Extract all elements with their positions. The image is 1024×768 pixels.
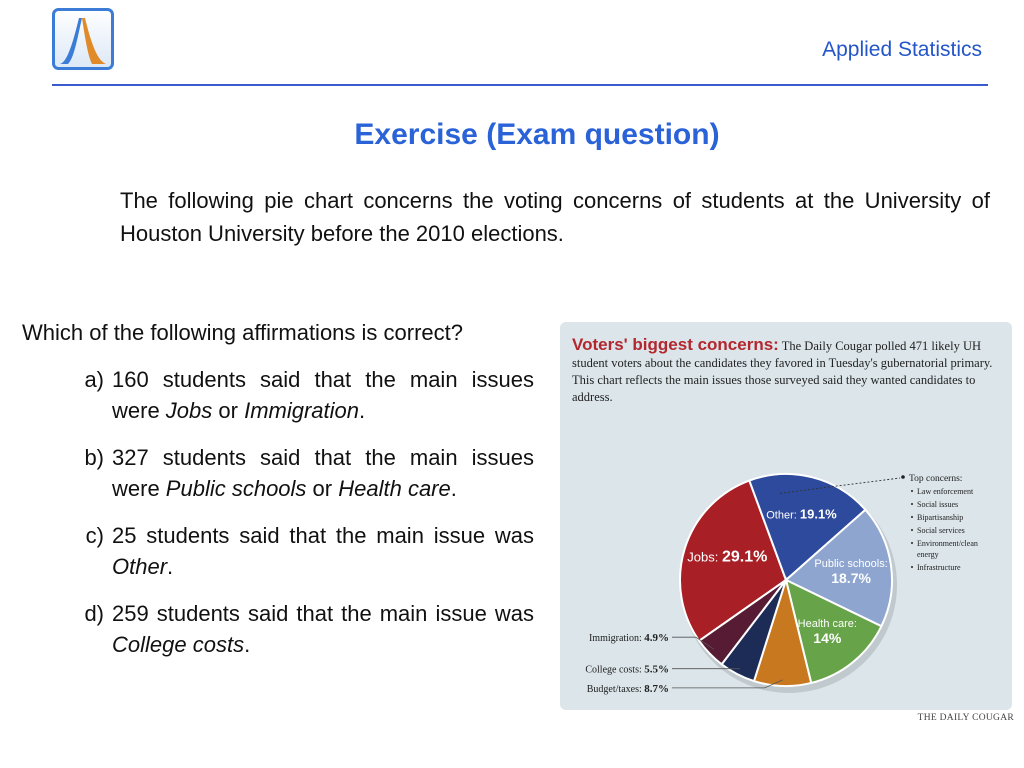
top-concerns-item: Environment/clean bbox=[917, 539, 978, 548]
option-letter: a) bbox=[84, 367, 104, 392]
top-concerns-item: Social services bbox=[917, 526, 965, 535]
bullet-icon bbox=[911, 542, 913, 544]
bullet-icon bbox=[911, 516, 913, 518]
bullet-icon bbox=[911, 490, 913, 492]
bullet-icon bbox=[911, 529, 913, 531]
top-concerns-item: Infrastructure bbox=[917, 563, 961, 572]
bullet-icon bbox=[911, 566, 913, 568]
option-text: 327 students said that the main issues were Public schools or Health care. bbox=[112, 445, 534, 501]
pie-chart-panel bbox=[560, 322, 1012, 710]
option-letter: b) bbox=[84, 445, 104, 470]
option-text: 259 students said that the main issue was College costs. bbox=[112, 601, 534, 657]
option-c bbox=[22, 520, 534, 582]
option-text: 25 students said that the main issue was Other. bbox=[112, 523, 534, 579]
chart-credit: THE DAILY COUGAR bbox=[917, 713, 1014, 723]
course-logo bbox=[52, 8, 114, 70]
label-other: Other: 19.1% bbox=[766, 506, 837, 522]
slide-title: Exercise (Exam question) bbox=[354, 118, 720, 151]
chart-title: Voters' biggest concerns: bbox=[572, 335, 779, 354]
label-college-costs: College costs: 5.5% bbox=[585, 663, 669, 676]
label-jobs: Jobs: 29.1% bbox=[687, 548, 768, 566]
bullet-icon bbox=[911, 503, 913, 505]
top-concerns-item: Law enforcement bbox=[917, 487, 974, 496]
option-list bbox=[22, 364, 534, 660]
pie-chart bbox=[560, 322, 1012, 710]
option-b bbox=[22, 442, 534, 504]
label-health-care: Health care: 14% bbox=[797, 618, 857, 647]
label-budget-taxes: Budget/taxes: 8.7% bbox=[586, 682, 669, 695]
top-concerns-dot bbox=[901, 475, 905, 479]
option-letter: c) bbox=[85, 523, 104, 548]
top-concerns-item: Bipartisanship bbox=[917, 513, 964, 522]
top-concerns-title: Top concerns: bbox=[909, 474, 963, 484]
option-letter: d) bbox=[84, 601, 104, 626]
label-immigration: Immigration: 4.9% bbox=[588, 632, 669, 645]
option-a bbox=[22, 364, 534, 426]
question-block bbox=[22, 318, 534, 676]
question-stem: Which of the following affirmations is correct? bbox=[22, 320, 463, 345]
header-divider bbox=[52, 84, 988, 86]
top-concerns-item: energy bbox=[917, 550, 939, 559]
intro-paragraph: The following pie chart concerns the voting concerns of students at the University of Houston University before the 2010 elections. bbox=[120, 188, 990, 246]
option-d bbox=[22, 598, 534, 660]
top-concerns-item: Social issues bbox=[917, 500, 959, 509]
label-public-schools: Public schools: 18.7% bbox=[814, 558, 888, 587]
chart-description: The Daily Cougar polled 471 likely UH student voters about the candidates they favored in Tuesday's gubernatorial primary. This chart reflects the main issues those surveyed said they wanted candidates to address. bbox=[572, 339, 993, 404]
option-text: 160 students said that the main issues were Jobs or Immigration. bbox=[112, 367, 534, 423]
course-title: Applied Statistics bbox=[822, 38, 982, 61]
